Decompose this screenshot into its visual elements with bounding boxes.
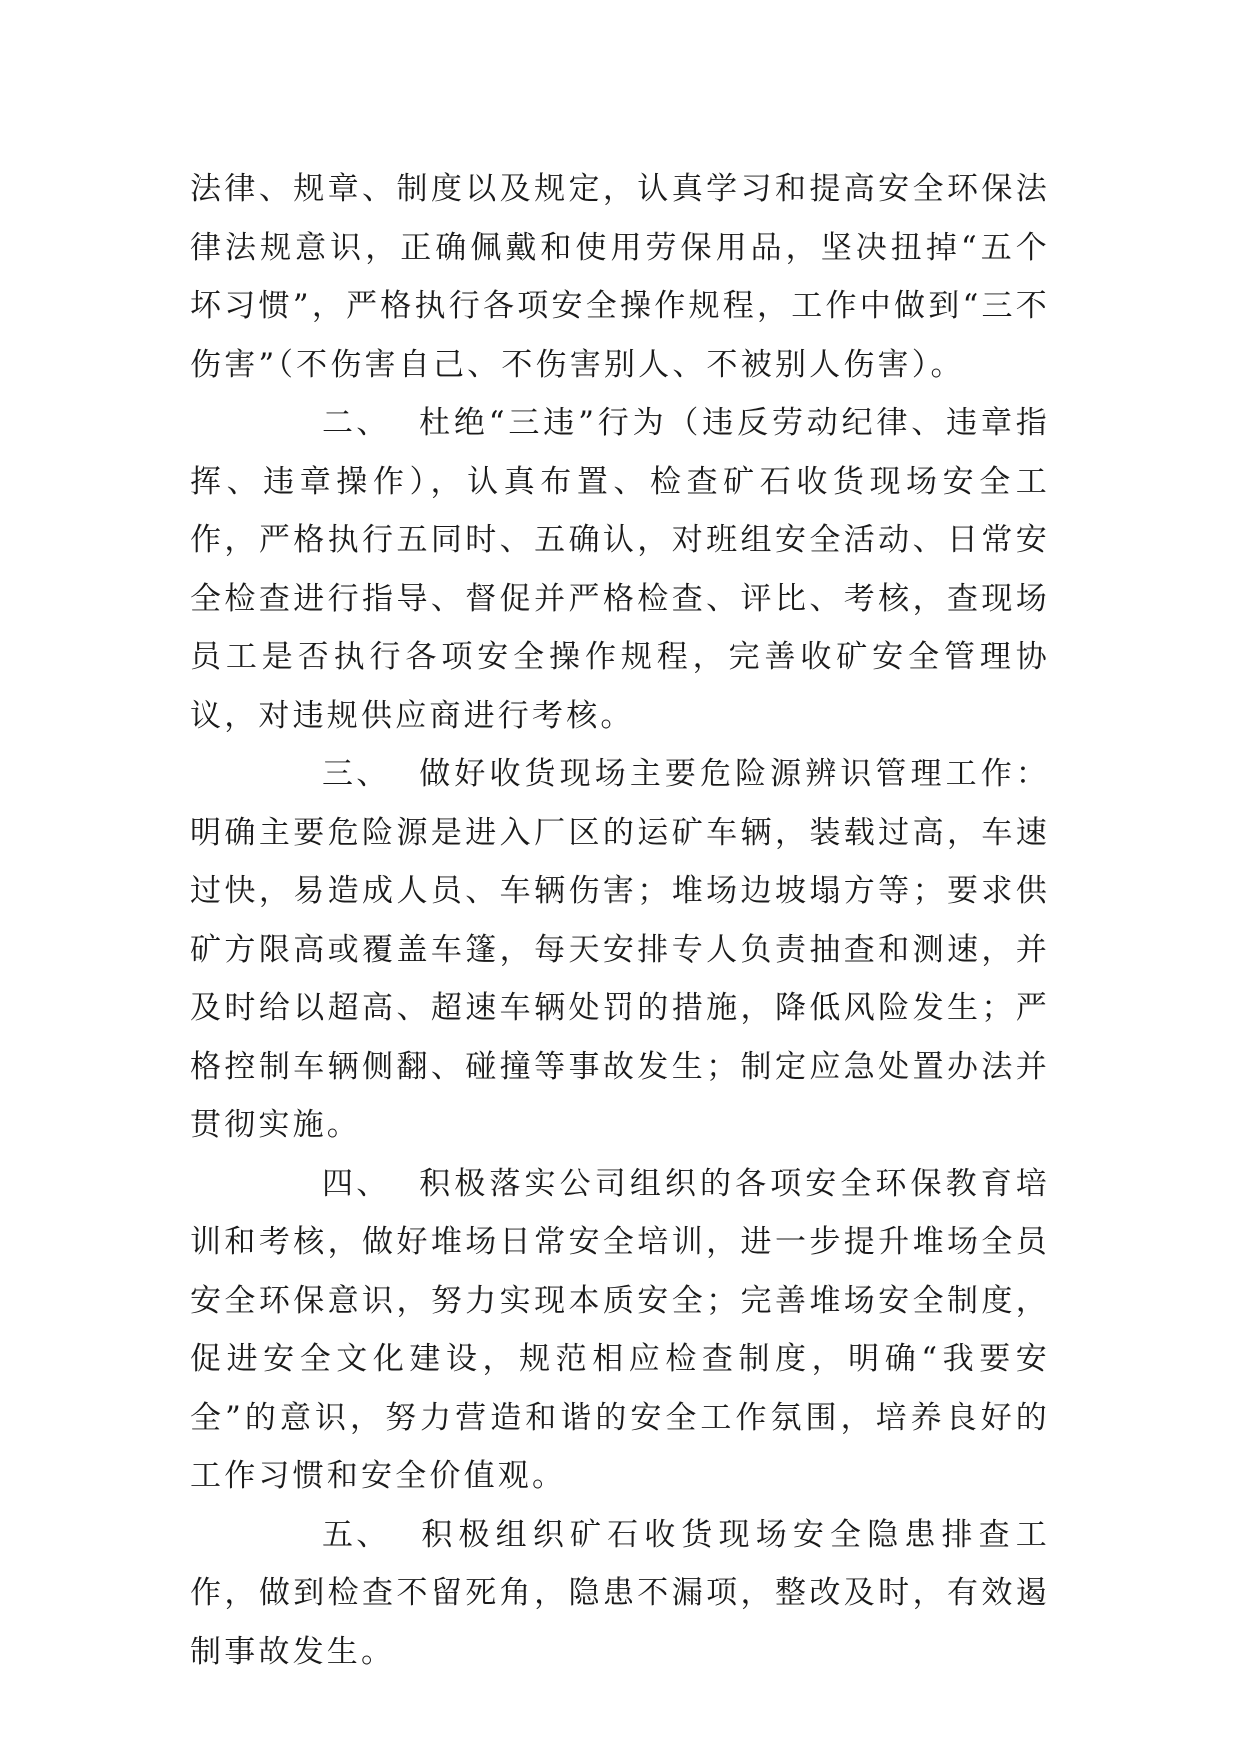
document-body xyxy=(190,160,1050,1681)
paragraph-3 xyxy=(190,745,1050,1155)
paragraph-text: 积极落实公司组织的各项安全环保教育培训和考核，做好堆场日常安全培训，进一步提升堆场全员安全环保意识，努力实现本质安全；完善堆场安全制度，促进安全文化建设，规范相应检查制度，明确“我要安全”的意识，努力营造和谐的安全工作氛围，培养良好的工作习惯和安全价值观。 xyxy=(190,1165,1050,1494)
paragraph-4 xyxy=(190,1155,1050,1506)
paragraph-text: 法律、规章、制度以及规定，认真学习和提高安全环保法律法规意识，正确佩戴和使用劳保用品，坚决扭掉“五个坏习惯”，严格执行各项安全操作规程，工作中做到“三不伤害”（不伤害自己、不伤害别人、不被别人伤害）。 xyxy=(190,171,1050,383)
paragraph-text: 积极组织矿石收货现场安全隐患排查工作，做到检查不留死角，隐患不漏项，整改及时，有效遏制事故发生。 xyxy=(190,1516,1050,1670)
paragraph-text: 杜绝“三违”行为（违反劳动纪律、违章指挥、违章操作），认真布置、检查矿石收货现场安全工作，严格执行五同时、五确认，对班组安全活动、日常安全检查进行指导、督促并严格检查、评比、考核，查现场员工是否执行各项安全操作规程，完善收矿安全管理协议，对违规供应商进行考核。 xyxy=(190,405,1050,734)
paragraph-number: 四、 xyxy=(322,1165,391,1202)
paragraph-text: 做好收货现场主要危险源辨识管理工作：明确主要危险源是进入厂区的运矿车辆，装载过高，车速过快，易造成人员、车辆伤害；堆场边坡塌方等；要求供矿方限高或覆盖车篷，每天安排专人负责抽查和测速，并及时给以超高、超速车辆处罚的措施，降低风险发生；严格控制车辆侧翻、碰撞等事故发生；制定应急处置办法并贯彻实施。 xyxy=(190,756,1050,1143)
paragraph-continued xyxy=(190,160,1050,394)
paragraph-5 xyxy=(190,1506,1050,1682)
paragraph-number: 五、 xyxy=(322,1516,391,1553)
paragraph-number: 二、 xyxy=(322,405,391,441)
paragraph-2 xyxy=(190,394,1050,745)
paragraph-number: 三、 xyxy=(322,756,391,792)
